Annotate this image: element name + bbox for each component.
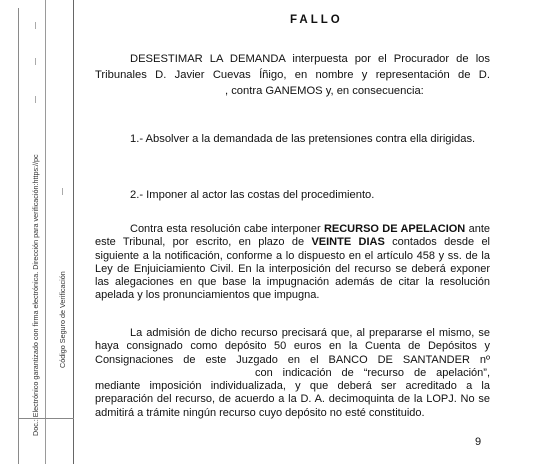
appeal-type: RECURSO DE APELACION — [323, 223, 466, 235]
appeal-text: contados desde el siguiente a la notificación, conforme a lo dispuesto en el artículo 458 y ss. de la Ley de Enjuiciamiento Civil. En la interposición del recurso se deberá exponer las alegaciones en que base la impugnación además de citar la resolución apelada y los pronunciamientos que impugna. — [95, 236, 490, 302]
sidebar-border-left — [18, 8, 19, 464]
item-2-paragraph: 2.- Imponer al actor las costas del procedimiento. — [130, 189, 375, 201]
ruling-paragraph — [95, 51, 490, 99]
item-1-paragraph — [95, 131, 490, 147]
verification-code-label: Código Seguro de Verificación — [58, 271, 67, 368]
sidebar-mark — [35, 22, 36, 29]
sidebar-mark — [35, 58, 36, 65]
sidebar-border-right — [73, 0, 74, 464]
sidebar-divider — [45, 0, 46, 464]
appeal-text: ante este Tribunal, por escrito, en plazo de — [95, 223, 491, 249]
ruling-text-start: DESESTIMAR LA DEMANDA interpuesta por el Procurador de los Tribunales D. Javier Cuevas Íñigo, en nombre y representación de D. — [95, 53, 490, 81]
item-1-text: 1.- Absolver a la demandada de las pretensiones contra ella dirigidas. — [130, 133, 476, 145]
verification-sidebar — [0, 0, 74, 464]
deposit-text: con indicación de “recurso de apelación”, mediante imposición individualizada, y que deberá ser acreditado a la preparación del recurso, de acuerdo a la D. A. decimoquinta de la LOPJ. No se admitirá a trámite ningún recurso cuyo depósito no esté constituido. — [95, 366, 490, 419]
appeal-deadline: VEINTE DIAS — [311, 236, 385, 249]
sidebar-bottom-line — [18, 418, 74, 419]
sidebar-mark — [35, 96, 36, 103]
deposit-paragraph — [95, 327, 490, 420]
page-number: 9 — [475, 436, 482, 448]
document-title: FALLO — [290, 14, 343, 26]
deposit-text: La admisión de dicho recurso precisará que, al prepararse el mismo, se haya consignado como depósito 50 euros en la Cuenta de Depósitos y Consignaciones de este Juzgado en el BANCO DE SANTANDER nº — [95, 327, 490, 366]
ruling-text-end: , contra GANEMOS y, en consecuencia: — [225, 85, 424, 97]
appeal-paragraph — [95, 223, 490, 303]
sidebar-mark — [62, 188, 63, 195]
electronic-signature-text: Doc.: Electrónico garantizado con firma electrónica. Dirección para verificación:https://pc — [31, 154, 40, 436]
appeal-text: Contra esta resolución cabe interponer — [130, 223, 321, 235]
